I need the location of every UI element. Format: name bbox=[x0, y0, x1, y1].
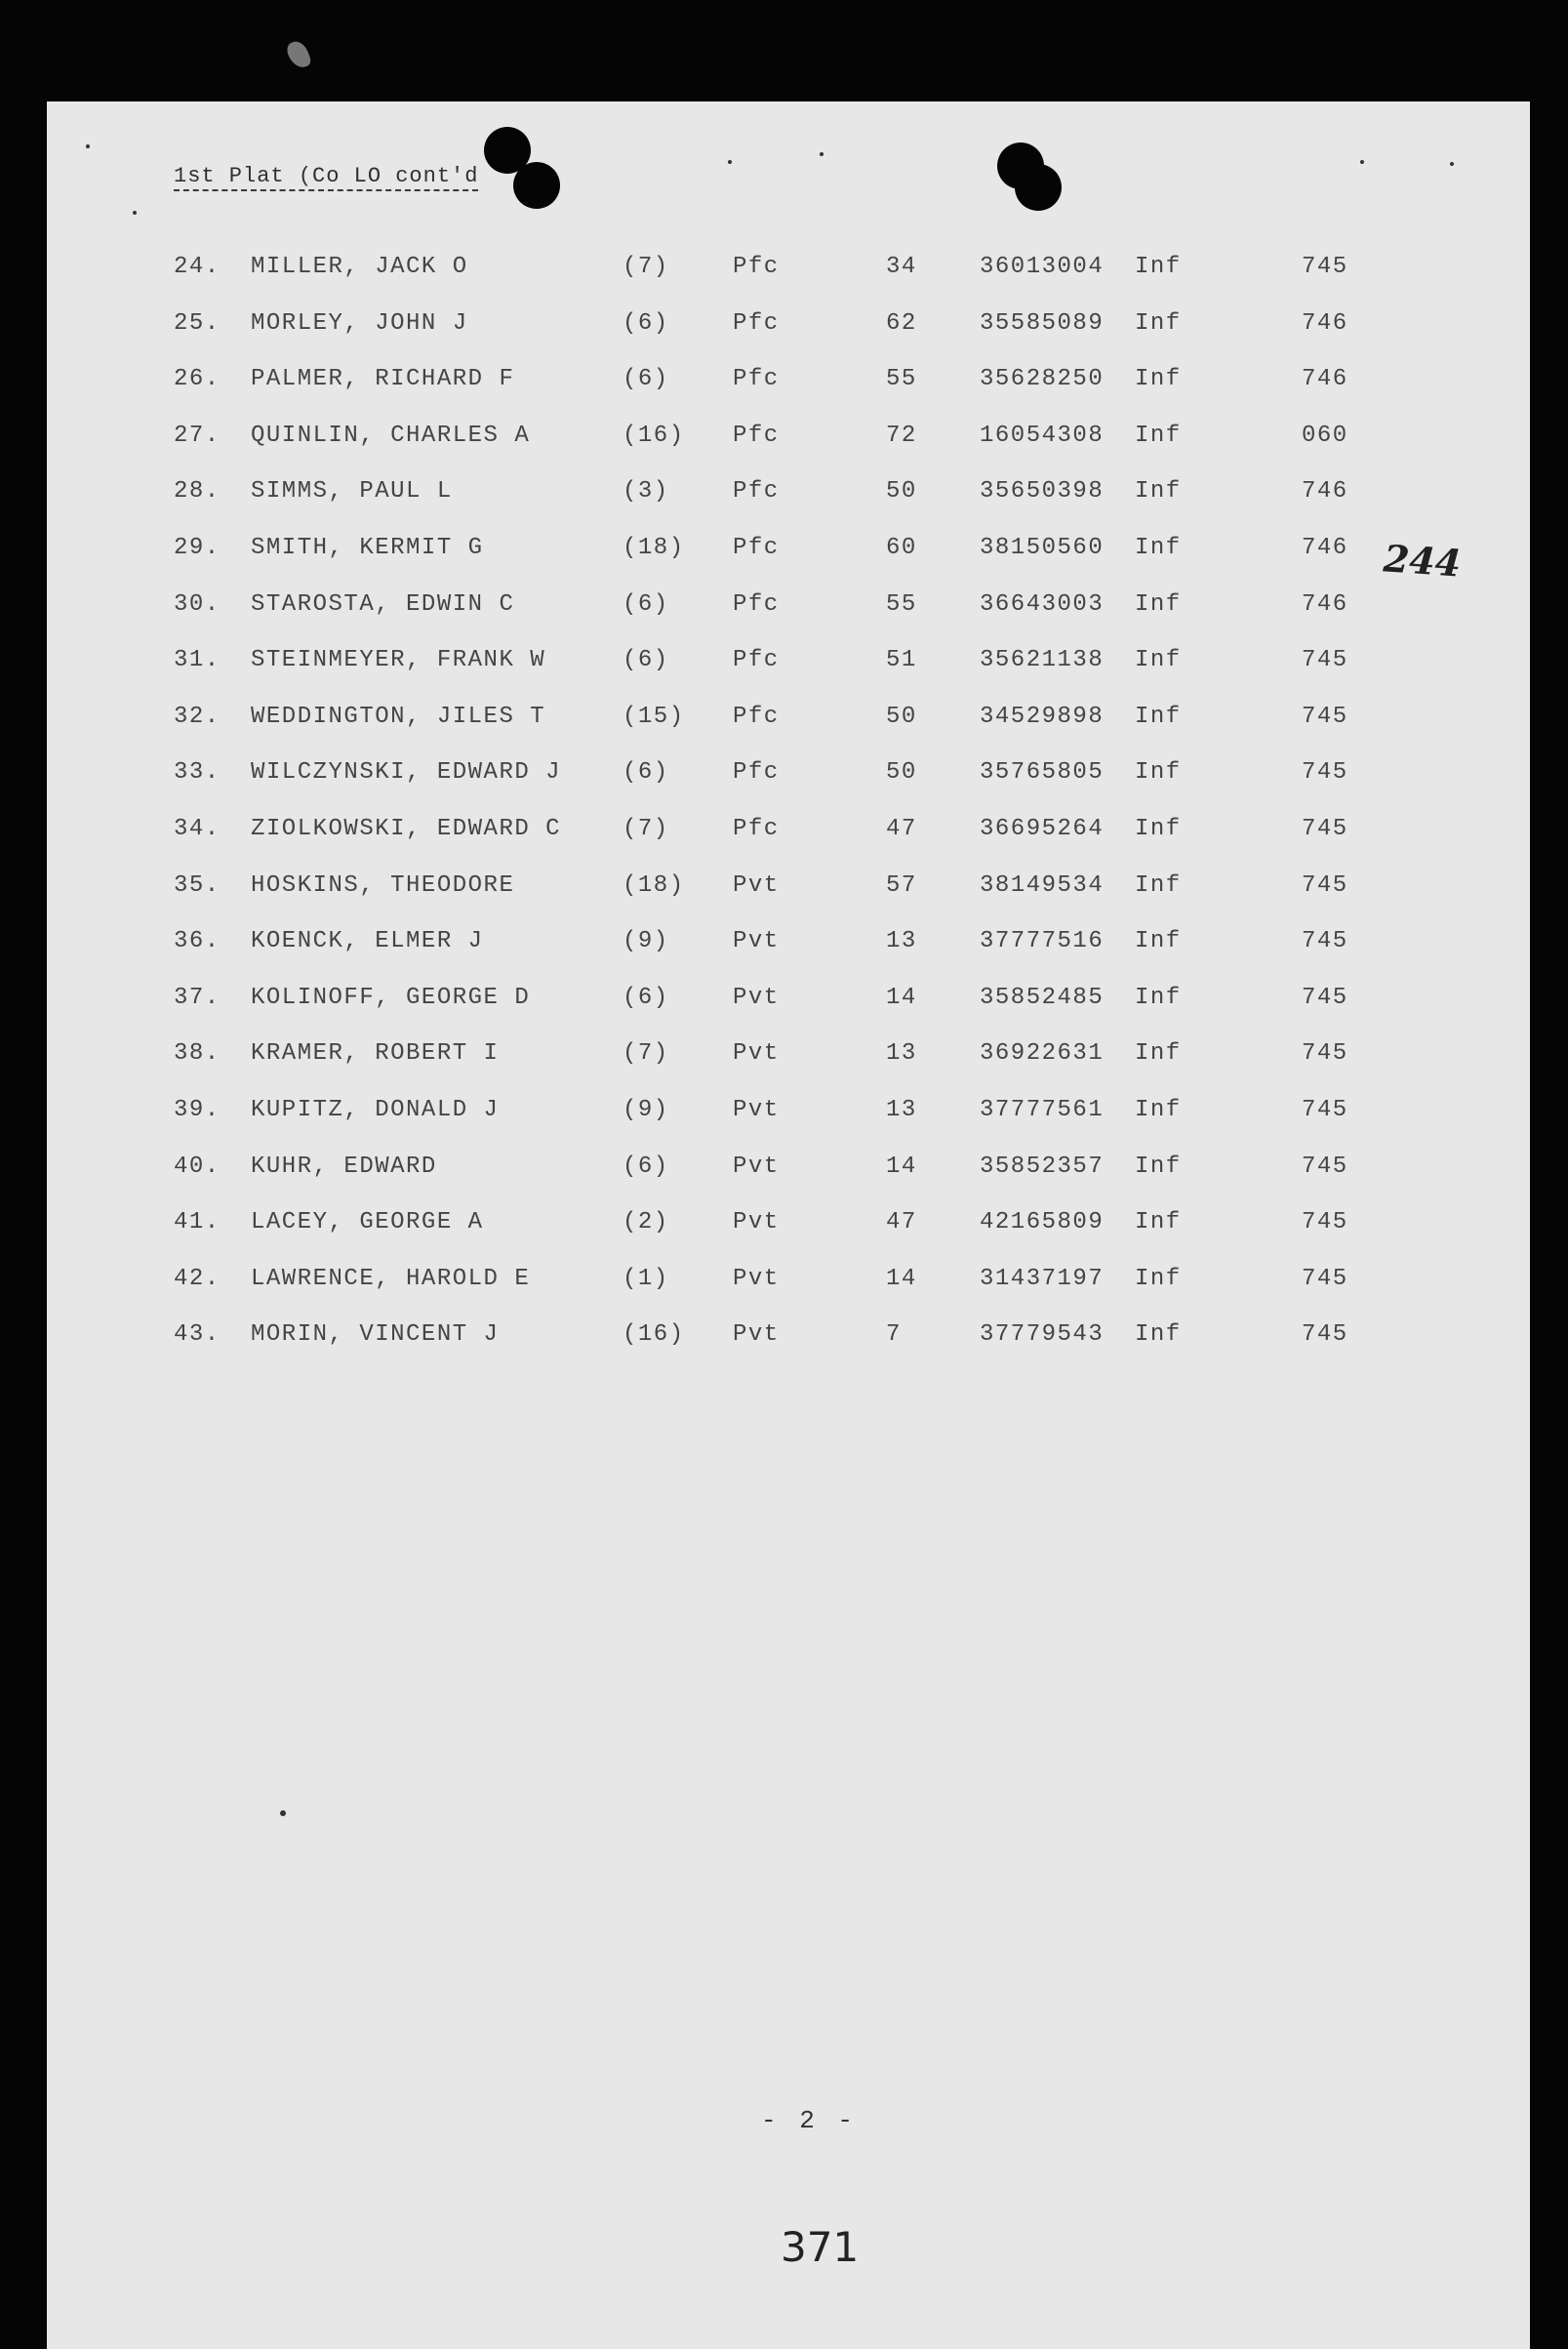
roster-rank: Pvt bbox=[733, 1040, 780, 1068]
roster-code: (18) bbox=[623, 871, 685, 899]
roster-val: 13 bbox=[886, 928, 917, 955]
roster-code: (18) bbox=[623, 535, 685, 561]
roster-rank: Pfc bbox=[733, 478, 780, 506]
roster-code: (6) bbox=[623, 1153, 669, 1180]
roster-val: 14 bbox=[886, 1265, 917, 1292]
roster-rank: Pfc bbox=[733, 703, 780, 730]
roster-num: 31. bbox=[174, 647, 221, 674]
roster-num: 39. bbox=[174, 1097, 221, 1123]
roster-row bbox=[0, 639, 1568, 678]
roster-rank: Pvt bbox=[733, 1209, 780, 1236]
roster-code: (6) bbox=[623, 590, 669, 618]
roster-serial: 36013004 bbox=[980, 254, 1105, 280]
roster-arm: Inf bbox=[1135, 1040, 1182, 1068]
roster-rank: Pfc bbox=[733, 759, 780, 787]
roster-row bbox=[0, 527, 1568, 566]
roster-mos: 745 bbox=[1302, 984, 1348, 1011]
roster-name: MORLEY, JOHN J bbox=[251, 309, 468, 337]
roster-arm: Inf bbox=[1135, 1153, 1182, 1180]
roster-rank: Pvt bbox=[733, 928, 780, 955]
roster-code: (3) bbox=[623, 478, 669, 506]
roster-num: 33. bbox=[174, 759, 221, 787]
roster-rank: Pfc bbox=[733, 366, 780, 393]
speck bbox=[1450, 162, 1454, 166]
roster-serial: 42165809 bbox=[980, 1209, 1105, 1236]
roster-name: WEDDINGTON, JILES T bbox=[251, 703, 546, 730]
roster-code: (16) bbox=[623, 422, 685, 449]
roster-arm: Inf bbox=[1135, 478, 1182, 506]
roster-arm: Inf bbox=[1135, 928, 1182, 955]
roster-val: 13 bbox=[886, 1040, 917, 1068]
roster-rank: Pfc bbox=[733, 254, 780, 280]
roster-mos: 746 bbox=[1302, 590, 1348, 618]
roster-arm: Inf bbox=[1135, 590, 1182, 618]
roster-num: 34. bbox=[174, 816, 221, 842]
page-number: - 2 - bbox=[761, 2106, 858, 2135]
roster-serial: 35765805 bbox=[980, 759, 1105, 787]
roster-serial: 37777516 bbox=[980, 928, 1105, 955]
roster-val: 55 bbox=[886, 590, 917, 618]
roster-arm: Inf bbox=[1135, 1097, 1182, 1123]
roster-rank: Pfc bbox=[733, 816, 780, 842]
roster-arm: Inf bbox=[1135, 1209, 1182, 1236]
speck bbox=[820, 152, 824, 156]
roster-arm: Inf bbox=[1135, 647, 1182, 674]
roster-rank: Pvt bbox=[733, 1153, 780, 1180]
roster-row bbox=[0, 977, 1568, 1016]
roster-rank: Pfc bbox=[733, 309, 780, 337]
roster-row bbox=[0, 246, 1568, 285]
roster-name: KOENCK, ELMER J bbox=[251, 928, 484, 955]
roster-serial: 37779543 bbox=[980, 1321, 1105, 1349]
roster-serial: 35852357 bbox=[980, 1153, 1105, 1180]
roster-mos: 745 bbox=[1302, 1321, 1348, 1349]
roster-rank: Pvt bbox=[733, 1265, 780, 1292]
roster-arm: Inf bbox=[1135, 1321, 1182, 1349]
section-header: 1st Plat (Co LO cont'd bbox=[174, 164, 478, 191]
roster-num: 42. bbox=[174, 1265, 221, 1292]
roster-serial: 36695264 bbox=[980, 816, 1105, 842]
roster-name: QUINLIN, CHARLES A bbox=[251, 422, 531, 449]
roster-val: 50 bbox=[886, 759, 917, 787]
roster-val: 13 bbox=[886, 1097, 917, 1123]
roster-row bbox=[0, 470, 1568, 509]
roster-arm: Inf bbox=[1135, 871, 1182, 899]
roster-code: (7) bbox=[623, 816, 669, 842]
speck bbox=[133, 211, 137, 215]
roster-code: (9) bbox=[623, 1097, 669, 1123]
roster-row bbox=[0, 920, 1568, 959]
roster-name: STAROSTA, EDWIN C bbox=[251, 590, 515, 618]
roster-arm: Inf bbox=[1135, 703, 1182, 730]
margin-page-number: 244 bbox=[1382, 536, 1463, 586]
roster-code: (6) bbox=[623, 647, 669, 674]
roster-mos: 745 bbox=[1302, 703, 1348, 730]
roster-row bbox=[0, 751, 1568, 790]
roster-name: STEINMEYER, FRANK W bbox=[251, 647, 546, 674]
roster-code: (6) bbox=[623, 984, 669, 1011]
roster-row bbox=[0, 303, 1568, 342]
roster-name: LACEY, GEORGE A bbox=[251, 1209, 484, 1236]
roster-arm: Inf bbox=[1135, 984, 1182, 1011]
roster-mos: 746 bbox=[1302, 366, 1348, 393]
roster-serial: 37777561 bbox=[980, 1097, 1105, 1123]
speck bbox=[1360, 160, 1364, 164]
roster-num: 30. bbox=[174, 590, 221, 618]
roster-mos: 745 bbox=[1302, 871, 1348, 899]
roster-mos: 745 bbox=[1302, 1153, 1348, 1180]
roster-serial: 35585089 bbox=[980, 309, 1105, 337]
roster-row bbox=[0, 696, 1568, 735]
roster-code: (16) bbox=[623, 1321, 685, 1349]
roster-val: 47 bbox=[886, 1209, 917, 1236]
roster-rank: Pfc bbox=[733, 590, 780, 618]
roster-row bbox=[0, 358, 1568, 397]
roster-mos: 746 bbox=[1302, 535, 1348, 561]
roster-val: 47 bbox=[886, 816, 917, 842]
speck bbox=[728, 160, 732, 164]
roster-rank: Pfc bbox=[733, 647, 780, 674]
roster-val: 57 bbox=[886, 871, 917, 899]
roster-name: KUHR, EDWARD bbox=[251, 1153, 437, 1180]
roster-row bbox=[0, 415, 1568, 454]
speck bbox=[280, 1810, 286, 1816]
roster-name: SMITH, KERMIT G bbox=[251, 535, 484, 561]
roster-num: 28. bbox=[174, 478, 221, 506]
roster-val: 51 bbox=[886, 647, 917, 674]
roster-val: 14 bbox=[886, 984, 917, 1011]
roster-row bbox=[0, 1146, 1568, 1185]
roster-arm: Inf bbox=[1135, 1265, 1182, 1292]
speck bbox=[86, 144, 90, 148]
roster-code: (1) bbox=[623, 1265, 669, 1292]
roster-row bbox=[0, 808, 1568, 847]
roster-mos: 745 bbox=[1302, 1265, 1348, 1292]
roster-rank: Pfc bbox=[733, 422, 780, 449]
roster-num: 43. bbox=[174, 1321, 221, 1349]
roster-row bbox=[0, 1033, 1568, 1072]
roster-name: ZIOLKOWSKI, EDWARD C bbox=[251, 816, 562, 842]
roster-row bbox=[0, 1314, 1568, 1353]
roster-rank: Pvt bbox=[733, 1321, 780, 1349]
roster-num: 26. bbox=[174, 366, 221, 393]
roster-arm: Inf bbox=[1135, 366, 1182, 393]
roster-code: (7) bbox=[623, 254, 669, 280]
roster-mos: 745 bbox=[1302, 1097, 1348, 1123]
roster-name: SIMMS, PAUL L bbox=[251, 478, 453, 506]
roster-serial: 38149534 bbox=[980, 871, 1105, 899]
roster-name: MORIN, VINCENT J bbox=[251, 1321, 500, 1349]
roster-name: KUPITZ, DONALD J bbox=[251, 1097, 500, 1123]
roster-arm: Inf bbox=[1135, 309, 1182, 337]
roster-serial: 35650398 bbox=[980, 478, 1105, 506]
roster-mos: 745 bbox=[1302, 647, 1348, 674]
roster-num: 38. bbox=[174, 1040, 221, 1068]
roster-num: 35. bbox=[174, 871, 221, 899]
roster-name: PALMER, RICHARD F bbox=[251, 366, 515, 393]
roster-row bbox=[0, 584, 1568, 623]
roster-row bbox=[0, 865, 1568, 904]
roster-val: 34 bbox=[886, 254, 917, 280]
roster-mos: 745 bbox=[1302, 1209, 1348, 1236]
roster-val: 50 bbox=[886, 478, 917, 506]
roster-code: (9) bbox=[623, 928, 669, 955]
roster-arm: Inf bbox=[1135, 535, 1182, 561]
roster-serial: 34529898 bbox=[980, 703, 1105, 730]
roster-mos: 745 bbox=[1302, 928, 1348, 955]
roster-code: (15) bbox=[623, 703, 685, 730]
roster-val: 7 bbox=[886, 1321, 902, 1349]
roster-row bbox=[0, 1089, 1568, 1128]
roster-num: 37. bbox=[174, 984, 221, 1011]
roster-code: (6) bbox=[623, 366, 669, 393]
roster-val: 50 bbox=[886, 703, 917, 730]
roster-rank: Pvt bbox=[733, 984, 780, 1011]
roster-name: LAWRENCE, HAROLD E bbox=[251, 1265, 531, 1292]
roster-num: 29. bbox=[174, 535, 221, 561]
roster-val: 62 bbox=[886, 309, 917, 337]
roster-num: 24. bbox=[174, 254, 221, 280]
roster-serial: 36922631 bbox=[980, 1040, 1105, 1068]
roster-name: HOSKINS, THEODORE bbox=[251, 871, 515, 899]
roster-serial: 35628250 bbox=[980, 366, 1105, 393]
roster-name: WILCZYNSKI, EDWARD J bbox=[251, 759, 562, 787]
roster-mos: 745 bbox=[1302, 254, 1348, 280]
roster-val: 60 bbox=[886, 535, 917, 561]
roster-mos: 746 bbox=[1302, 309, 1348, 337]
roster-serial: 31437197 bbox=[980, 1265, 1105, 1292]
roster-name: KOLINOFF, GEORGE D bbox=[251, 984, 531, 1011]
roster-code: (7) bbox=[623, 1040, 669, 1068]
roster-val: 14 bbox=[886, 1153, 917, 1180]
roster-num: 40. bbox=[174, 1153, 221, 1180]
roster-rank: Pvt bbox=[733, 871, 780, 899]
roster-num: 41. bbox=[174, 1209, 221, 1236]
roster-mos: 745 bbox=[1302, 816, 1348, 842]
handwritten-number: 371 bbox=[781, 2223, 860, 2271]
roster-name: KRAMER, ROBERT I bbox=[251, 1040, 500, 1068]
roster-arm: Inf bbox=[1135, 759, 1182, 787]
roster-arm: Inf bbox=[1135, 816, 1182, 842]
roster-serial: 36643003 bbox=[980, 590, 1105, 618]
roster-name: MILLER, JACK O bbox=[251, 254, 468, 280]
roster-num: 27. bbox=[174, 422, 221, 449]
roster-rank: Pfc bbox=[733, 535, 780, 561]
roster-rank: Pvt bbox=[733, 1097, 780, 1123]
roster-serial: 16054308 bbox=[980, 422, 1105, 449]
roster-serial: 38150560 bbox=[980, 535, 1105, 561]
roster-arm: Inf bbox=[1135, 422, 1182, 449]
roster-val: 72 bbox=[886, 422, 917, 449]
roster-code: (6) bbox=[623, 759, 669, 787]
roster-num: 25. bbox=[174, 309, 221, 337]
roster-mos: 060 bbox=[1302, 422, 1348, 449]
roster-num: 36. bbox=[174, 928, 221, 955]
roster-code: (2) bbox=[623, 1209, 669, 1236]
roster-row bbox=[0, 1201, 1568, 1240]
roster-mos: 745 bbox=[1302, 759, 1348, 787]
roster-mos: 746 bbox=[1302, 478, 1348, 506]
roster-arm: Inf bbox=[1135, 254, 1182, 280]
roster-mos: 745 bbox=[1302, 1040, 1348, 1068]
roster-row bbox=[0, 1258, 1568, 1297]
roster-code: (6) bbox=[623, 309, 669, 337]
roster-num: 32. bbox=[174, 703, 221, 730]
roster-serial: 35621138 bbox=[980, 647, 1105, 674]
roster-val: 55 bbox=[886, 366, 917, 393]
roster-serial: 35852485 bbox=[980, 984, 1105, 1011]
